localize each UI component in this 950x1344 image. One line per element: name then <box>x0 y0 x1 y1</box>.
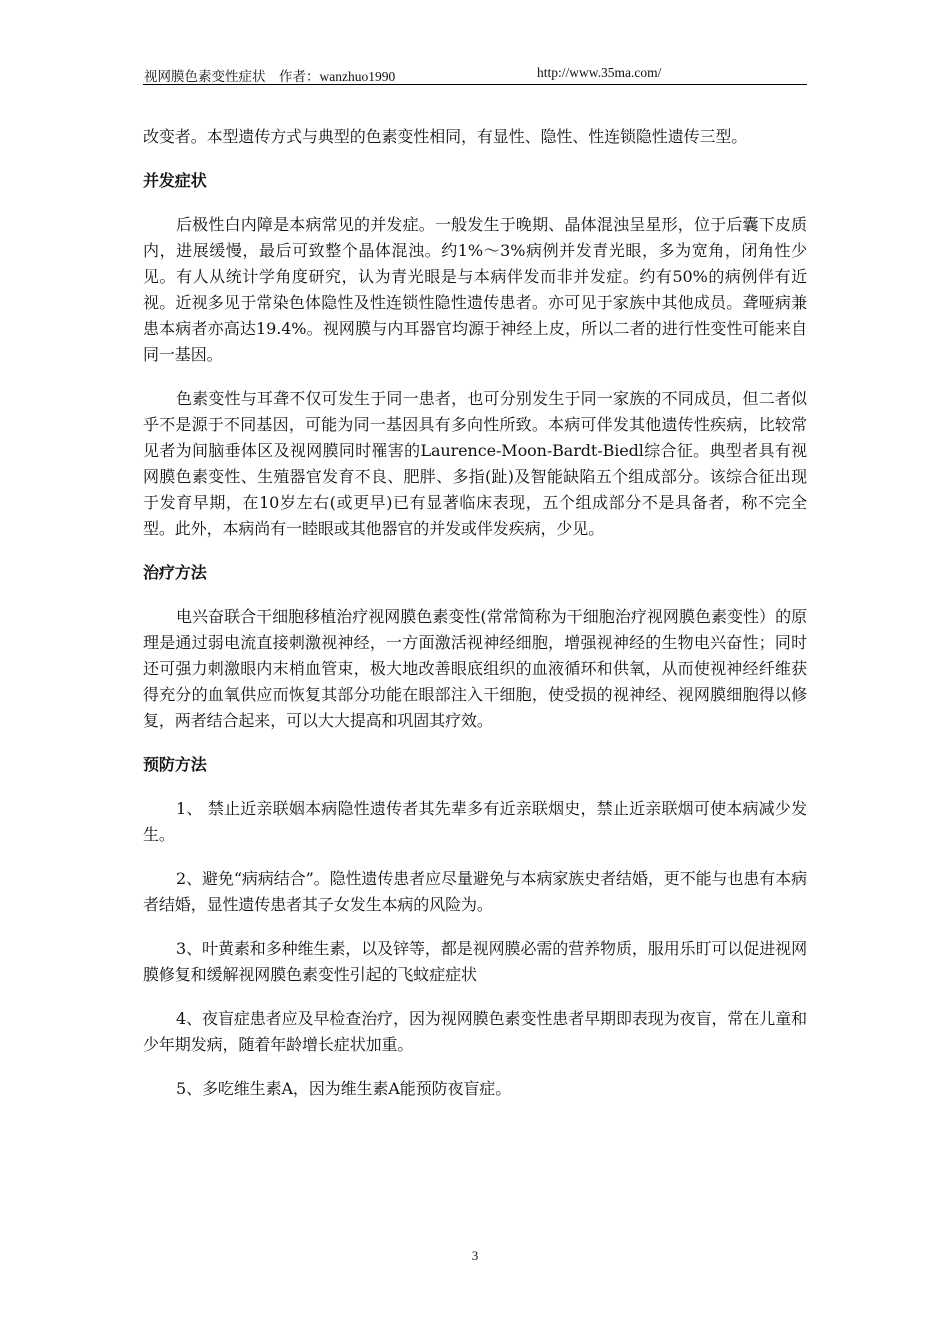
treatment-heading: 治疗方法 <box>143 563 207 582</box>
document-body <box>143 124 807 1120</box>
header-title: 视网膜色素变性症状 作者：wanzhuo1990 <box>144 69 396 84</box>
prevention-item-2: 2、避免“病病结合”。隐性遗传患者应尽量避免与本病家族史者结婚，更不能与也患有本病者结婚，显性遗传患者其子女发生本病的风险为。 <box>143 869 807 914</box>
prevention-item-3: 3、叶黄素和多种维生素，以及锌等，都是视网膜必需的营养物质，服用乐盯可以促进视网膜修复和缓解视网膜色素变性引起的飞蚊症症状 <box>143 939 807 984</box>
prevention-item-1: 1、 禁止近亲联姻本病隐性遗传者其先辈多有近亲联烟史，禁止近亲联烟可使本病减少发生。 <box>143 799 807 844</box>
prevention-item-5: 5、多吃维生素A，因为维生素A能预防夜盲症。 <box>176 1079 512 1098</box>
complications-paragraph-2: 色素变性与耳聋不仅可发生于同一患者，也可分别发生于同一家族的不同成员，但二者似乎不是源于不同基因，可能为同一基因具有多向性所致。本病可伴发其他遗传性疾病，比较常见者为间脑垂体区及视网膜同时罹害的Laurence-Moon-Bardt-Biedl综合征。典型者具有视网膜色素变性、生殖器官发育不良、肥胖、多指(趾)及智能缺陷五个组成部分。该综合征出现于发育早期，在10岁左右(或更早)已有显著临床表现，五个组成部分不是具备者，称不完全型。此外，本病尚有一睦眼或其他器官的并发或伴发疾病，少见。 <box>143 389 807 538</box>
prevention-item-4: 4、夜盲症患者应及早检查治疗，因为视网膜色素变性患者早期即表现为夜盲，常在儿童和少年期发病，随着年龄增长症状加重。 <box>143 1009 807 1054</box>
page-number: 3 <box>471 1248 479 1263</box>
complications-heading: 并发症状 <box>143 171 207 190</box>
prevention-heading: 预防方法 <box>143 755 207 774</box>
header-url[interactable]: http://www.35ma.com/ <box>537 65 662 80</box>
page-header <box>143 62 807 85</box>
complications-paragraph-1: 后极性白内障是本病常见的并发症。一般发生于晚期、晶体混浊呈星形，位于后囊下皮质内，进展缓慢，最后可致整个晶体混浊。约1%～3%病例并发青光眼，多为宽角，闭角性少见。有人从统计学角度研究，认为青光眼是与本病伴发而非并发症。约有50%的病例伴有近视。近视多见于常染色体隐性及性连锁性隐性遗传患者。亦可见于家族中其他成员。聋哑病兼患本病者亦高达19.4%。视网膜与内耳器官均源于神经上皮，所以二者的进行性变性可能来自同一基因。 <box>143 215 807 364</box>
intro-paragraph: 改变者。本型遗传方式与典型的色素变性相同，有显性、隐性、性连锁隐性遗传三型。 <box>143 127 748 146</box>
treatment-paragraph: 电兴奋联合干细胞移植治疗视网膜色素变性(常常简称为干细胞治疗视网膜色素变性）的原理是通过弱电流直接刺激视神经，一方面激活视神经细胞，增强视神经的生物电兴奋性；同时还可强力刺激眼内末梢血管束，极大地改善眼底组织的血液循环和供氧，从而使视神经纤维获得充分的血氧供应而恢复其部分功能在眼部注入干细胞，使受损的视神经、视网膜细胞得以修复，两者结合起来，可以大大提高和巩固其疗效。 <box>143 607 807 730</box>
